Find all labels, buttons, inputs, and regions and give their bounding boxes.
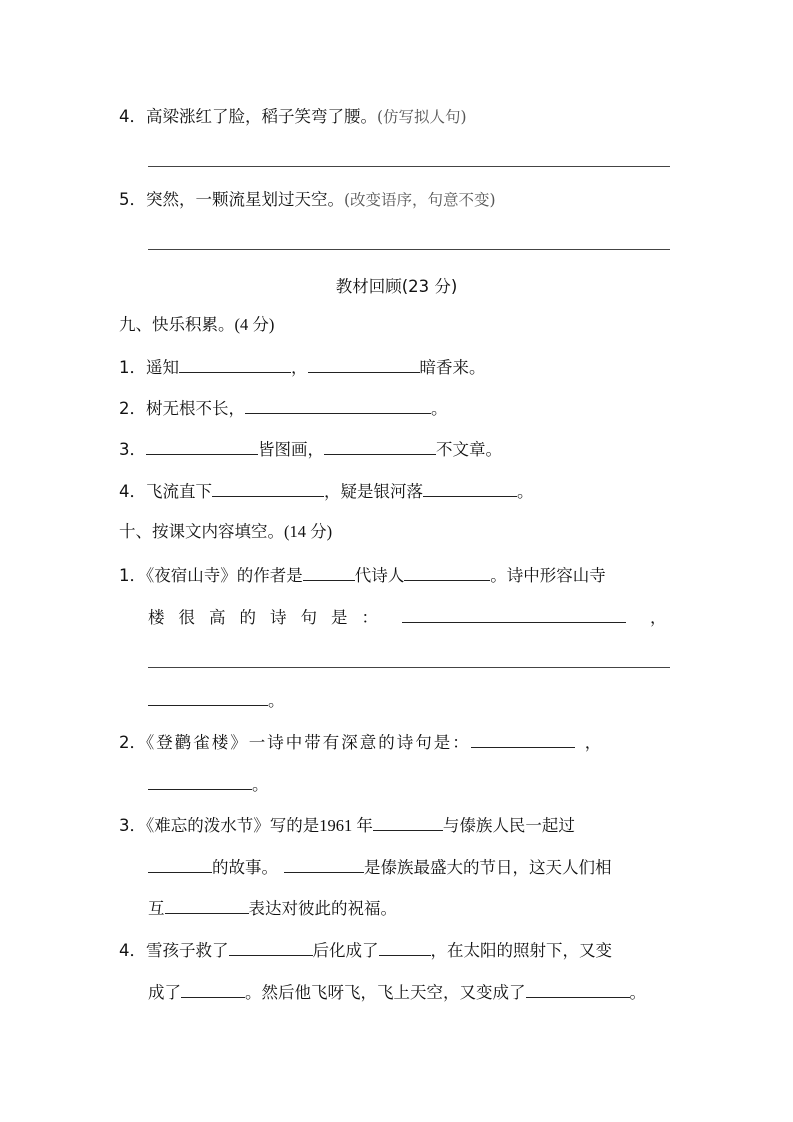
blank[interactable] [402,607,626,623]
blank[interactable] [373,815,443,831]
text-segment: 。然后他飞呀飞，飞上天空，又变成了 [245,983,526,1002]
text-segment: 暗香来。 [419,358,486,377]
text-segment: ， [650,608,667,627]
text-segment: 2． [119,399,146,418]
blank[interactable] [148,690,268,706]
part-9-item-3 [119,439,502,460]
section-title: 教材回顾(23 分) [335,277,458,296]
answer-line[interactable] [148,249,670,250]
text-segment: 。诗中形容山寺 [490,566,606,585]
blank[interactable] [324,439,436,455]
text-segment: 成了 [148,983,181,1002]
blank[interactable] [181,982,245,998]
text-segment: 是傣族最盛大的节日，这天人们相 [364,858,612,877]
part-10-q3-line2 [148,857,612,878]
text-segment: 代诗人 [354,566,405,585]
text-segment: 飞流直下 [146,482,212,501]
part-10-q4-line2 [148,982,646,1003]
blank[interactable] [245,398,431,414]
text-segment: 。 [268,691,285,710]
text-segment: 。 [629,983,646,1002]
text-segment: ， [584,733,602,752]
blank[interactable] [303,565,355,581]
text-segment: ， [291,358,308,377]
blank[interactable] [229,940,313,956]
part-10-q3-line3 [148,898,397,919]
text-segment: 。 [517,482,534,501]
text-segment: 表达对彼此的祝福。 [248,899,397,918]
text-segment: 雪孩子救了 [146,941,229,960]
text-segment: 1961 年 [319,816,373,835]
part-10-q1 [119,565,606,586]
question-4-rewrite: 4．高梁涨红了脸，稻子笑弯了腰。(仿写拟人句) [119,107,467,126]
part-10-q2-line2 [148,774,269,795]
blank[interactable] [146,439,258,455]
text-segment: 4． [119,941,146,960]
text-segment: 1． [119,566,146,585]
blank[interactable] [471,732,575,748]
text-segment: 《难忘的泼水节》写的是 [146,816,320,835]
answer-line[interactable] [148,166,670,167]
text-segment: 4． [119,482,146,501]
text-segment: 2． [119,733,146,752]
part-9-item-2 [119,398,448,419]
part-10-q2 [119,732,601,753]
blank[interactable] [212,481,324,497]
part-9-item-1 [119,357,486,378]
text-segment: 3． [119,440,146,459]
text-segment: 《登鹳雀楼》一诗中带有深意的诗句是： [146,733,471,752]
blank[interactable] [179,357,291,373]
text-segment: 1． [119,358,146,377]
text-segment: 楼很高的诗句是： [148,608,392,627]
blank[interactable] [165,898,249,914]
text-segment: 。 [252,775,269,794]
text-segment: 皆图画， [258,440,324,459]
part-10-q3 [119,815,575,836]
part-10-q4 [119,940,612,961]
text-segment: 。 [431,399,448,418]
blank[interactable] [284,857,364,873]
text-segment: 树无根不长， [146,399,245,418]
text-segment: 后化成了 [312,941,379,960]
blank[interactable] [404,565,490,581]
text-segment: 与傣族人民一起过 [442,816,575,835]
part-9-item-4 [119,481,534,502]
answer-line[interactable] [148,667,670,668]
blank[interactable] [148,774,252,790]
blank[interactable] [526,982,630,998]
blank[interactable] [423,481,517,497]
hint: (改变语序，句意不变) [344,191,496,209]
part-10-q1-line4 [148,690,285,711]
text-segment: 遥知 [146,358,179,377]
blank[interactable] [308,357,420,373]
text-segment: 3． [119,816,146,835]
hint: (仿写拟人句) [377,108,467,126]
text-segment: 《夜宿山寺》的作者是 [146,566,303,585]
text-segment: ，在太阳的照射下，又变 [430,941,612,960]
text-segment: 互 [148,899,165,918]
text-segment: 的故事。 [212,858,278,877]
text-segment: 不文章。 [436,440,502,459]
blank[interactable] [379,940,431,956]
question-5-rewrite: 5．突然，一颗流星划过天空。(改变语序，句意不变) [119,190,496,209]
blank[interactable] [148,857,212,873]
text-segment: ，疑是银河落 [324,482,423,501]
part-10-q1-line2 [148,607,667,628]
part-9-heading: 九、快乐积累。(4 分) [119,315,275,334]
part-10-heading: 十、按课文内容填空。(14 分) [119,522,333,541]
